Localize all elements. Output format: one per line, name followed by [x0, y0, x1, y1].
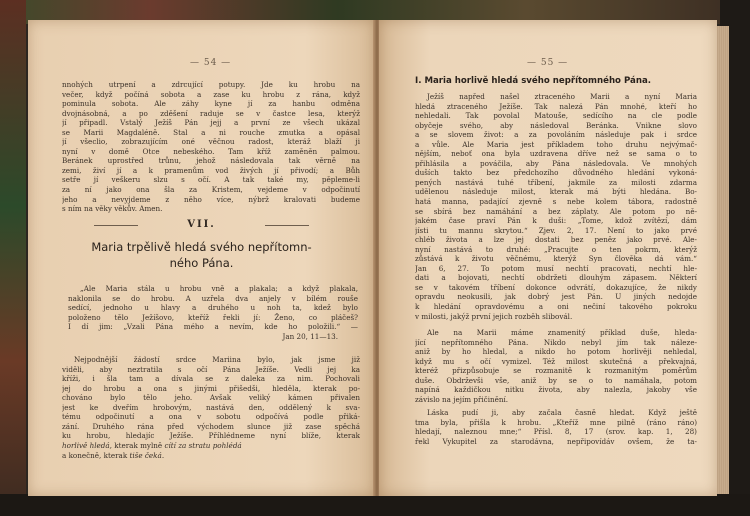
text-line: pominula sobota. Ale záhy kyne jí za hanbu odměna	[62, 99, 360, 109]
text-line: jící nepřítomného Pána. Nikdo nebyl jím tak náleze-	[415, 337, 697, 347]
text-line: setře jí veškeru slzu s očí. A tak také my, pěpleme-li	[62, 175, 360, 185]
left-page	[28, 20, 375, 496]
text-line: opravdu neokusili, jak dobrý jest Pán. U jiných nedojde	[415, 292, 697, 302]
chapter-quote	[68, 284, 358, 332]
text-line: hledají, naleznou mne;“ Přísl. 8, 17 (srov. kap. 1, 28)	[415, 427, 697, 437]
chapter-rule-left	[94, 225, 138, 226]
text-line: jej do hrobu a ona s jinými přišedši, hleděla, kterak po-	[62, 383, 360, 393]
text-line: večer, když počíná sobota a zase ku hrobu z rána, když	[62, 89, 360, 99]
text-line: Beránek uprostřed trůnu, jehož následovala tak věrně na	[62, 156, 360, 166]
text-line: sedící, jednoho u hlavy a druhého u noh ta, kdež bylo	[68, 303, 358, 313]
text-line: a vůle. Ale Maria jest příkladem toho druhu nejvýmač-	[415, 139, 697, 149]
page-edges	[717, 26, 729, 494]
italic-phrase-3: tiše čeká.	[129, 450, 165, 460]
para2-end: a konečně, kterak	[62, 450, 130, 460]
text-line: tma byla, přišla k hrobu. „Kteříž mne pilně (ráno ráno)	[415, 417, 697, 427]
text-line: jeho a nevyjdeme z něho více, nýbrž kralovati budeme	[62, 194, 360, 204]
text-line: Ale na Marii máme znamenitý příklad duše, hleda-	[427, 328, 697, 337]
text-line: kteréž přizpůsobuje se rozmanitě k rozmanitým poměrům	[415, 366, 697, 376]
text-line: za ní jako ona šla za Kristem, vejdeme v odpočinutí	[62, 185, 360, 195]
text-line: aniž by ho hledal, a nikdo ho potom horlivěji nehledal,	[415, 347, 697, 357]
text-line: přihlásila a pováčila, aby Pána následovala. Ve mnohých	[415, 158, 697, 168]
text-line: položeno tělo Ježíšovo, kteříž řekli jí: Ženo, co pláčeš?	[68, 312, 358, 322]
text-line: k hledání opravdovému a oni nečiní takového pokroku	[415, 302, 697, 312]
text-line: nějším, neboť ona byla uzdravena dříve než se sama o to	[415, 149, 697, 159]
text-line: Láska pudí ji, aby začala časně hledat. Když ještě	[427, 408, 697, 417]
text-line: jest ke dveřím hrobovým, nastává den, oddělený k sva-	[62, 402, 360, 412]
text-line: a se slovem život: a za povoláním následuje pak i srdce	[415, 130, 697, 140]
right-para-1	[415, 92, 697, 321]
chapter-title-line1: Maria trpělivě hledá svého nepřítomn-	[91, 240, 312, 254]
left-para-2-italic-line	[62, 441, 360, 460]
right-page-number: — 55 —	[527, 58, 569, 68]
text-line: nyní nastává to druhé: „Pracujte o ten pokrm, kterýž	[415, 244, 697, 254]
text-line: se v takovém tříbení dokonce odvrátí, dokazujíce, že nikdy	[415, 282, 697, 292]
text-line: Ježíš napřed našel ztraceného Marii a nyní Maria	[427, 92, 697, 101]
text-line: hatá manna, padající zjevně s nebe kolem tábora, radostně	[415, 197, 697, 207]
right-page	[379, 20, 717, 496]
text-line: chléb života a lze jej dostati bez peněz jako prvé. Ale-	[415, 235, 697, 245]
text-line: duše. Obdrževši vše, aniž by se o to namáhala, potom	[415, 375, 697, 385]
text-line: s ním na věky věkův. Amen.	[62, 204, 163, 214]
text-line: I dí jim: „Vzali Pána mého a nevím, kde ho položili.“ —	[68, 322, 358, 332]
text-line: jí připadl. Vstalý Ježíš Pán jejj a první ze všech ukázal	[62, 118, 360, 128]
right-para-2	[415, 328, 697, 404]
text-line: obyčeje svého, aby následoval Beránka. Vnikne slovo	[415, 120, 697, 130]
text-line: se sbírá bez namáhání a bez záplaty. Ale potom po ně-	[415, 206, 697, 216]
right-para-3	[415, 408, 697, 446]
text-line: Nejpodnější žádostí srdce Mariina bylo, jak jsme již	[74, 355, 360, 364]
chapter-rule-right	[265, 225, 309, 226]
left-page-number: — 54 —	[190, 58, 232, 68]
text-line: Jan 6, 27. To potom musí nechtí pracovati, nechtí hle-	[415, 263, 697, 273]
text-line: v milosti, jakýž první jejich rozběh slibovál.	[415, 311, 573, 321]
text-line: jí všeclio, zobrazujícím oné věčnou radost, kteráž blaží ji	[62, 137, 360, 147]
text-line: zání. Druhého rána před východem slunce již zase spěchá	[62, 421, 360, 431]
text-line: zemi, živí jí a k pramenům vod živých jí přivodí; a Bůh	[62, 165, 360, 175]
chapter-number: VII.	[187, 219, 216, 230]
text-line: když mu s očí vymizel. Též milost skutečná a překvajná,	[415, 356, 697, 366]
text-line: „Ale Maria stála u hrobu vně a plakala; a když plakala,	[80, 284, 358, 293]
text-line: se Marii Magdaléně. Stal a ni rouche zmutka a opásal	[62, 127, 360, 137]
text-line: řekl Vykupitel za starodávna, nepřipovídáv ovšem, že ta-	[415, 436, 697, 446]
text-line: jakém čase praví Pán k duši: „Tome, kdož zvítězí, dám	[415, 216, 697, 226]
text-line: zůstává k životu věčnému, kterýž Syn člověka dá vám.“	[415, 254, 697, 264]
italic-phrase-2: cítí za stratu pohlédá	[164, 441, 242, 450]
text-line: viděli, aby neztratila s očí Pána Ježíše. Vedli jej ka	[62, 364, 360, 374]
chapter-title-line2: ného Pána.	[169, 256, 234, 270]
para2-mid: kterak mylně	[111, 441, 165, 450]
open-book	[24, 20, 730, 498]
text-line: nehledali. Tak povolal Matouše, sedícího na cle podle	[415, 111, 697, 121]
text-line: chováno bylo tělo jeho. Avšak veliký kámen přivalen	[62, 393, 360, 403]
italic-phrase-1: horlivě hledá,	[62, 441, 112, 450]
text-line: duších takto bez předchozího důvodného hledání vykoná-	[415, 168, 697, 178]
text-line: nyní v domě Otce nebeského. Tam kříž zaměněn palmou.	[62, 146, 360, 156]
text-line: pených nastává tuhé tříbení, jakmile za milosti zdarma	[415, 177, 697, 187]
text-line: ku hrobu, hledajíc Ježíše. Příhlédneme nyní blíže, kterak	[62, 431, 360, 441]
text-line: napíná každičkou nitku života, aby nalezla, jakoby vše	[415, 385, 697, 395]
left-para-2	[62, 355, 360, 441]
section-title: I. Maria horlivě hledá svého nepřítomného Pána.	[415, 76, 652, 86]
text-line: dati a bojovati, nechtí obdržeti dlouhým zápasem. Některí	[415, 273, 697, 283]
background-left	[0, 0, 26, 516]
text-line: kříži, i šla tam a dívala se z daleka za nim. Pochovali	[62, 374, 360, 384]
quote-reference: Jan 20, 11—13.	[282, 332, 338, 341]
text-line: závislo na jejím přičinění.	[415, 394, 509, 404]
text-line: jísti tu mannu skrytou.“ Zjev. 2, 17. Není to jako prvé	[415, 225, 697, 235]
text-line: tému odpočinutí a ona v sobotu odpočívá podle přiká-	[62, 412, 360, 422]
text-line: naklonila se do hrobu. A uzřela dva anjely v bílém rouše	[68, 293, 358, 303]
text-line: dvojnásobná, a po zděšení raduje se v častce lesa, kterýž	[62, 108, 360, 118]
text-line: nnohých utrpení a zdrcující potupy. Jde ku hrobu na	[62, 80, 360, 89]
left-para-1	[62, 80, 360, 214]
text-line: hledá ztraceného Ježíše. Tak nalezá Pán mnohé, kteří ho	[415, 101, 697, 111]
text-line: udělenou následuje milost, kterak má býti hledána. Bo-	[415, 187, 697, 197]
